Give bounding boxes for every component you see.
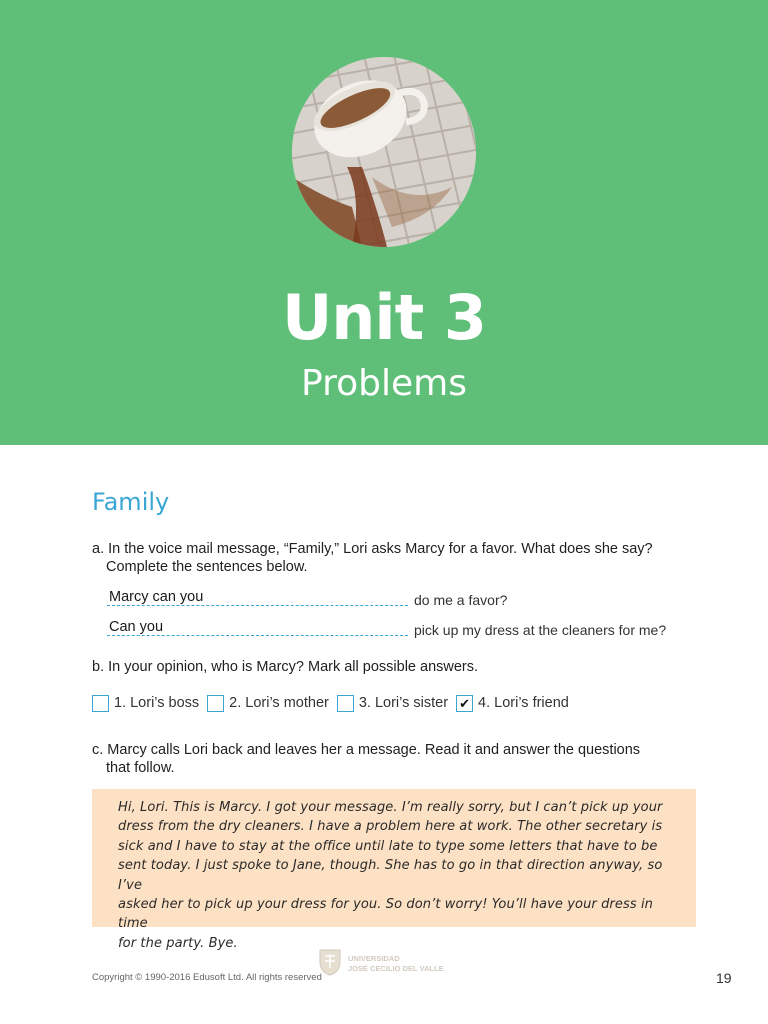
checkbox-1[interactable] xyxy=(92,695,109,712)
question-c-line2: that follow. xyxy=(106,760,175,776)
handwritten-message xyxy=(92,789,696,951)
checkbox-4[interactable] xyxy=(456,695,473,712)
unit-banner xyxy=(0,0,768,445)
blank-answer-1[interactable]: Marcy can you xyxy=(109,589,204,605)
question-a xyxy=(92,540,692,576)
option-label-4: 4. Lori’s friend xyxy=(478,695,569,711)
checkbox-2[interactable] xyxy=(207,695,224,712)
question-a-line1: a. In the voice mail message, “Family,” Lori asks Marcy for a favor. What does she say? xyxy=(92,541,653,557)
blank-rest-2: pick up my dress at the cleaners for me? xyxy=(414,622,667,638)
logo-line-2: JOSÉ CECILIO DEL VALLE xyxy=(348,964,444,973)
blank-line-1 xyxy=(107,605,408,606)
blank-row-2 xyxy=(107,619,707,639)
question-c-line1: c. Marcy calls Lori back and leaves her a message. Read it and answer the questions xyxy=(92,742,641,758)
crest-icon xyxy=(318,948,342,981)
option-label-1: 1. Lori’s boss xyxy=(114,695,200,711)
blank-row-1 xyxy=(107,589,707,609)
message-line: sent today. I just spoke to Jane, though. She has to go in that direction anyway, so I’ve xyxy=(118,858,663,893)
message-line: sick and I have to stay at the office until late to type some letters that have to be xyxy=(118,838,658,854)
checkmark-icon: ✔ xyxy=(459,695,470,711)
blank-line-2 xyxy=(107,635,408,636)
message-line: asked her to pick up your dress for you. So don’t worry! You’ll have your dress in time xyxy=(118,897,654,932)
unit-title: Unit 3 xyxy=(281,281,487,354)
copyright-text: Copyright © 1990-2016 Edusoft Ltd. All rights reserved xyxy=(92,972,322,983)
option-label-3: 3. Lori’s sister xyxy=(358,695,449,711)
spilled-coffee-keyboard-photo xyxy=(292,57,476,247)
section-heading: Family xyxy=(92,488,170,516)
question-c xyxy=(92,741,692,777)
answer-options xyxy=(92,692,577,714)
option-2[interactable] xyxy=(207,695,329,712)
option-1[interactable] xyxy=(92,695,199,712)
message-line: Hi, Lori. This is Marcy. I got your message. I’m really sorry, but I can’t pick up your xyxy=(118,800,663,815)
option-label-2: 2. Lori’s mother xyxy=(229,695,329,711)
unit-subtitle: Problems xyxy=(301,363,467,404)
question-a-line2: Complete the sentences below. xyxy=(106,559,308,575)
option-3[interactable] xyxy=(337,695,448,712)
blank-rest-1: do me a favor? xyxy=(414,592,508,608)
university-logo xyxy=(318,941,450,987)
page-number: 19 xyxy=(716,970,732,986)
message-line: dress from the dry cleaners. I have a problem here at work. The other secretary is xyxy=(118,819,663,835)
checkbox-3[interactable] xyxy=(337,695,354,712)
message-line: for the party. Bye. xyxy=(118,935,238,951)
option-4[interactable] xyxy=(456,695,569,712)
blank-answer-2[interactable]: Can you xyxy=(109,619,164,635)
logo-line-1: UNIVERSIDAD xyxy=(348,954,400,963)
question-b-prompt: b. In your opinion, who is Marcy? Mark all possible answers. xyxy=(92,659,479,675)
